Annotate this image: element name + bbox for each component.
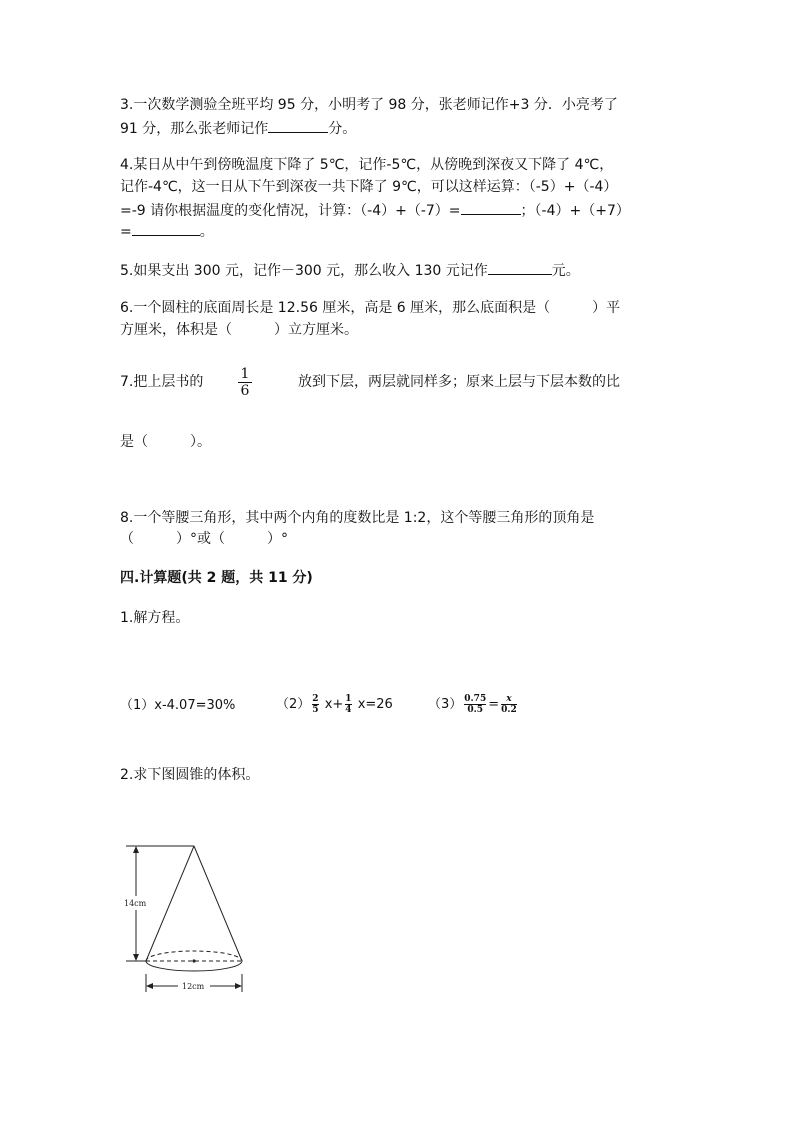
q8-line2: （ ）°或（ ）° [120, 531, 288, 547]
c1-title: 1.解方程。 [120, 610, 190, 626]
c1-eq2-suffix: x=26 [357, 697, 393, 712]
height-label: 14cm [124, 899, 147, 908]
q5-text-end: 元。 [551, 263, 580, 279]
c1-eq3-f2-num: x [506, 694, 512, 704]
c1-eq2-fraction-1 [312, 694, 318, 715]
q3-line2 [120, 117, 356, 140]
c1-eq3-f1-num: 0.75 [464, 694, 487, 704]
c1-eq2-f1-num: 2 [312, 694, 319, 704]
q4-line3 [120, 199, 630, 222]
q3-text: 91 分，那么张老师记作 [120, 121, 269, 137]
q5-text: 5.如果支出 300 元，记作－300 元，那么收入 130 元记作 [120, 263, 488, 279]
c1-eq3-f2-den: 0.2 [501, 705, 517, 715]
q7-line2: 是（ ）。 [120, 434, 211, 450]
q3-answer-blank[interactable] [268, 117, 328, 133]
cone-left-edge [146, 846, 194, 961]
c1-eq2 [276, 692, 393, 718]
diameter-arrow-left [146, 983, 153, 989]
q4-text-end: 。 [199, 224, 214, 240]
height-arrow-bottom [133, 954, 139, 961]
diameter-label: 12cm [182, 982, 205, 991]
c1-eq3-prefix: （3） [428, 697, 463, 712]
q4-line2: 记作-4℃，这一日从下午到深夜一共下降了 9℃，可以这样运算：（-5）+（-4） [120, 179, 618, 195]
q3-text-end: 分。 [328, 121, 357, 137]
c1-eq3 [428, 692, 519, 718]
q6-line2: 方厘米，体积是（ ）立方厘米。 [120, 322, 358, 338]
q4-answer-blank-1[interactable] [461, 199, 521, 215]
c1-eq3-equals: = [488, 697, 500, 712]
height-arrow-top [133, 846, 139, 853]
q4-text: =-9 请你根据温度的变化情况，计算：（-4）+（-7）= [120, 203, 461, 219]
q4-answer-blank-2[interactable] [132, 220, 200, 236]
c1-eq3-fraction-2 [501, 694, 517, 715]
q3-line1: 3.一次数学测验全班平均 95 分，小明考了 98 分，张老师记作+3 分．小亮考了 [120, 97, 618, 113]
q6-line1: 6.一个圆柱的底面周长是 12.56 厘米，高是 6 厘米，那么底面积是（ ）平 [120, 300, 621, 316]
q4-line1: 4.某日从中午到傍晚温度下降了 5℃，记作-5℃，从傍晚到深夜又下降了 4℃， [120, 157, 614, 173]
c1-eq2-f1-den: 5 [312, 705, 319, 715]
c1-eq1: （1）x-4.07=30% [120, 698, 236, 713]
diameter-arrow-right [235, 983, 242, 989]
q4-text-2: ；（-4）+（+7） [520, 203, 630, 219]
q4-line4 [120, 220, 214, 243]
section-title: 四.计算题(共 2 题，共 11 分) [120, 570, 313, 586]
q5-answer-blank[interactable] [488, 259, 552, 275]
c1-eq2-f2-num: 1 [345, 694, 352, 704]
q7-fraction-numerator: 1 [240, 366, 250, 382]
cone-right-edge [194, 846, 242, 961]
q8-line1: 8.一个等腰三角形，其中两个内角的度数比是 1:2，这个等腰三角形的顶角是 [120, 510, 595, 526]
cone-diagram [120, 838, 260, 998]
c1-eq2-prefix: （2） [276, 697, 311, 712]
q7-prefix: 7.把上层书的 [120, 374, 204, 390]
c1-eq3-fraction-1 [464, 694, 486, 715]
q4-text-3: = [120, 224, 132, 240]
c1-eq2-f2-den: 4 [345, 705, 352, 715]
q7-suffix: 放到下层，两层就同样多；原来上层与下层本数的比 [298, 374, 620, 390]
q5-line1 [120, 259, 580, 282]
q7-fraction-denominator: 6 [240, 383, 250, 399]
c1-eq3-f1-den: 0.5 [467, 705, 484, 715]
c1-eq2-mid: x+ [324, 697, 344, 712]
c1-eq2-fraction-2 [345, 694, 351, 715]
c2-title: 2.求下图圆锥的体积。 [120, 767, 260, 783]
q7-fraction [238, 367, 252, 398]
base-center-dot [192, 959, 195, 962]
